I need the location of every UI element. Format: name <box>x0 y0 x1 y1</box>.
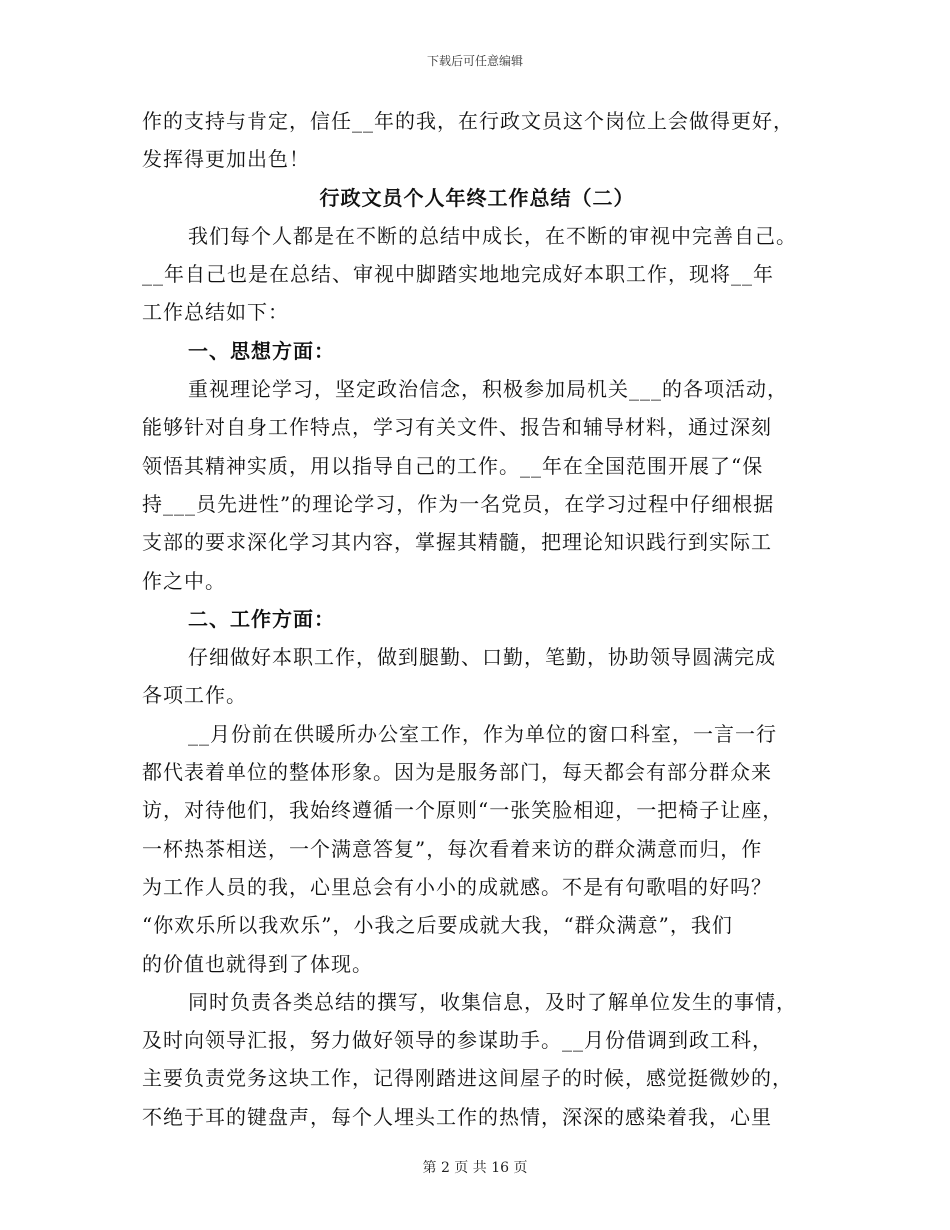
text-line: 我们每个人都是在不断的总结中成长，在不断的审视中完善自己。 <box>188 223 797 248</box>
text-line: 不绝于耳的键盘声，每个人埋头工作的热情，深深的感染着我，心里 <box>142 1104 772 1129</box>
text-line: 支部的要求深化学习其内容，掌握其精髓，把理论知识践行到实际工 <box>142 530 772 555</box>
section-title: 行政文员个人年终工作总结（二） <box>319 185 635 210</box>
subsection-heading: 二、工作方面： <box>188 606 335 631</box>
text-line: 能够针对自身工作特点，学习有关文件、报告和辅导材料，通过深刻 <box>142 415 772 440</box>
text-line: “你欢乐所以我欢乐”，小我之后要成就大我，“群众满意”，我们 <box>142 913 733 938</box>
document-body <box>142 102 812 1136</box>
text-line: 领悟其精神实质，用以指导自己的工作。__年在全国范围开展了“保 <box>142 453 764 478</box>
text-line: 一杯热茶相送，一个满意答复”，每次看着来访的群众满意而归，作 <box>142 836 763 861</box>
text-line: 工作总结如下： <box>142 300 289 325</box>
text-line: 作之中。 <box>142 568 226 593</box>
text-line: 仔细做好本职工作，做到腿勤、口勤，笔勤，协助领导圆满完成 <box>188 645 776 670</box>
text-line: 发挥得更加出色！ <box>142 147 310 172</box>
text-line: 作的支持与肯定，信任__年的我，在行政文员这个岗位上会做得更好， <box>142 109 794 133</box>
text-line: 同时负责各类总结的撰写，收集信息，及时了解单位发生的事情， <box>188 989 797 1014</box>
text-line: 都代表着单位的整体形象。因为是服务部门，每天都会有部分群众来 <box>142 760 772 785</box>
text-line: 持___员先进性”的理论学习，作为一名党员，在学习过程中仔细根据 <box>142 491 775 516</box>
text-line: 访，对待他们，我始终遵循一个原则“一张笑脸相迎，一把椅子让座， <box>142 798 784 823</box>
page-number: 第 2 页 共 16 页 <box>422 1160 528 1176</box>
text-line: 及时向领导汇报，努力做好领导的参谋助手。__月份借调到政工科， <box>142 1028 773 1053</box>
text-line: __年自己也是在总结、审视中脚踏实地地完成好本职工作，现将__年 <box>142 262 774 287</box>
text-line: 为工作人员的我，心里总会有小小的成就感。不是有句歌唱的好吗？ <box>142 874 772 899</box>
subsection-heading: 一、思想方面： <box>188 338 335 363</box>
text-line: 各项工作。 <box>142 683 247 708</box>
page-header: 下载后可任意编辑 <box>426 54 523 68</box>
text-line: 主要负责党务这块工作，记得刚踏进这间屋子的时候，感觉挺微妙的， <box>142 1066 793 1091</box>
text-line: 重视理论学习，坚定政治信念，积极参加局机关___的各项活动， <box>188 377 788 402</box>
text-line: 的价值也就得到了体现。 <box>142 951 373 976</box>
text-line: __月份前在供暖所办公室工作，作为单位的窗口科室，一言一行 <box>188 721 777 746</box>
